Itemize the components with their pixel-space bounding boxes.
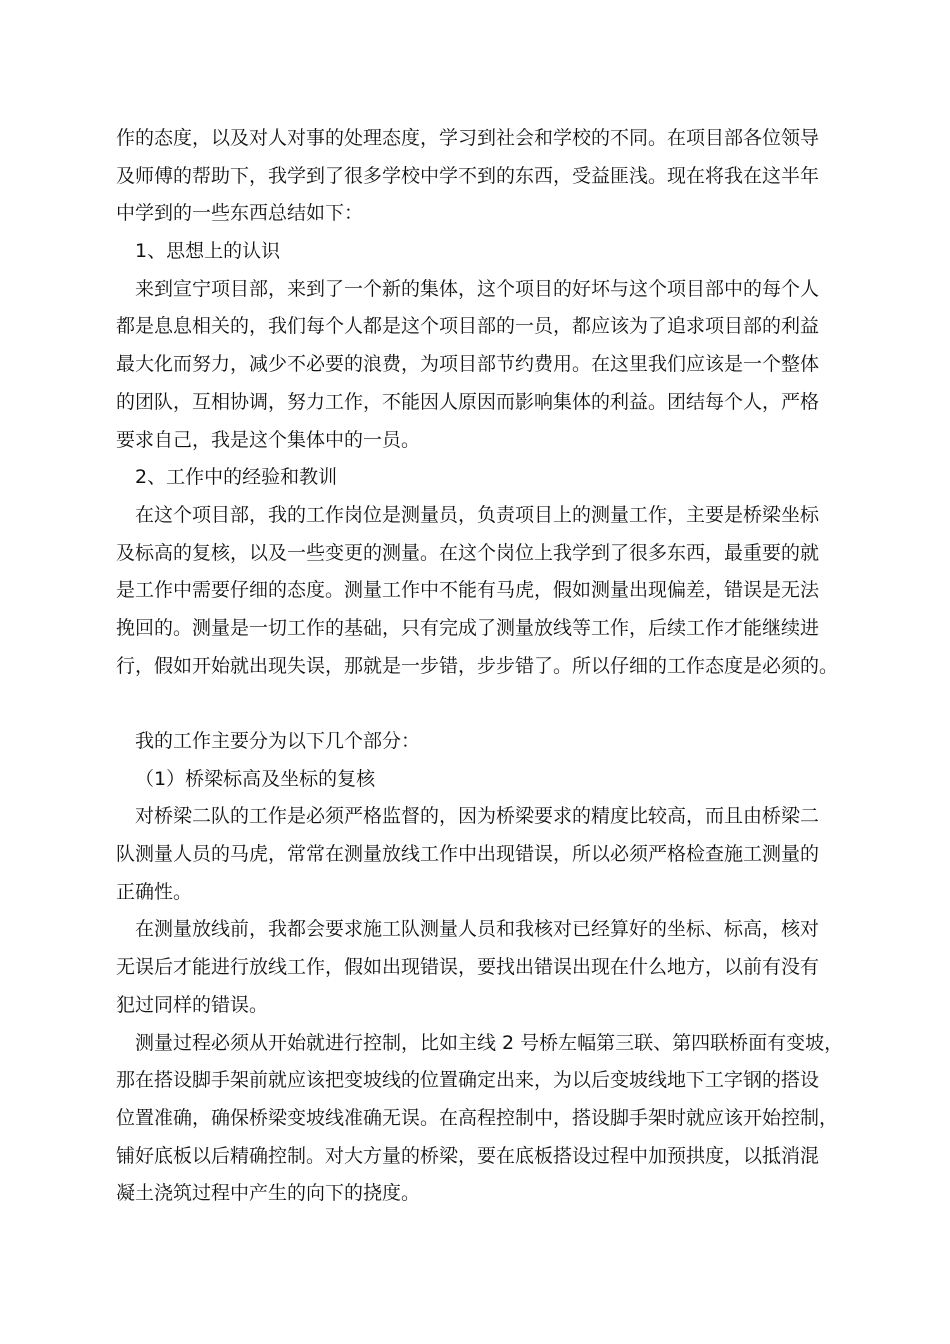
paragraph-line: 作的态度，以及对人对事的处理态度，学习到社会和学校的不同。在项目部各位领导 [116,127,820,149]
paragraph-line: 及标高的复核，以及一些变更的测量。在这个岗位上我学到了很多东西，最重要的就 [116,541,820,564]
paragraph-line: 来到宣宁项目部，来到了一个新的集体，这个项目的好坏与这个项目部中的每个人 [135,277,820,300]
paragraph-gap [116,685,840,723]
paragraph-line: 最大化而努力，减少不必要的浪费，为项目部节约费用。在这里我们应该是一个整体 [116,353,820,376]
paragraph-line: 挽回的。测量是一切工作的基础，只有完成了测量放线等工作，后续工作才能继续进 [116,616,820,639]
paragraph-line: 位置准确，确保桥梁变坡线准确无误。在高程控制中，搭设脚手架时就应该开始控制， [116,1106,839,1129]
paragraph-line: 要求自己，我是这个集体中的一员。 [116,428,421,451]
paragraph-line: 对桥梁二队的工作是必须严格监督的，因为桥梁要求的精度比较高，而且由桥梁二 [135,805,820,828]
paragraph-line: 在这个项目部，我的工作岗位是测量员，负责项目上的测量工作，主要是桥梁坐标 [135,503,820,526]
section-heading: 1、思想上的认识 [135,240,281,263]
paragraph-line: 铺好底板以后精确控制。对大方量的桥梁，要在底板搭设过程中加预拱度，以抵消混 [116,1144,820,1167]
paragraph-line: 无误后才能进行放线工作，假如出现错误，要找出错误出现在什么地方，以前有没有 [116,956,820,979]
paragraph-line: 凝土浇筑过程中产生的向下的挠度。 [116,1182,421,1205]
paragraph-line: 的团队，互相协调，努力工作，不能因人原因而影响集体的利益。团结每个人，严格 [116,390,820,413]
paragraph-line: 我的工作主要分为以下几个部分： [135,730,421,752]
paragraph-line: 正确性。 [116,880,193,903]
paragraph-line: 是工作中需要仔细的态度。测量工作中不能有马虎，假如测量出现偏差，错误是无法 [116,579,820,602]
document-body [116,120,844,1213]
paragraph-line: 犯过同样的错误。 [116,993,269,1016]
paragraph-line: 测量过程必须从开始就进行控制，比如主线 2 号桥左幅第三联、第四联桥面有变坡， [135,1031,844,1054]
paragraph-line: 及师傅的帮助下，我学到了很多学校中学不到的东西，受益匪浅。现在将我在这半年 [116,164,820,187]
paragraph-line: 队测量人员的马虎，常常在测量放线工作中出现错误，所以必须严格检查施工测量的 [116,843,820,866]
paragraph-line: 都是息息相关的，我们每个人都是这个项目部的一员，都应该为了追求项目部的利益 [116,315,820,338]
paragraph-line: 行，假如开始就出现失误，那就是一步错，步步错了。所以仔细的工作态度是必须的。 [116,654,839,677]
paragraph-line: 在测量放线前，我都会要求施工队测量人员和我核对已经算好的坐标、标高，核对 [135,918,820,941]
subsection-heading: （1）桥梁标高及坐标的复核 [135,767,376,790]
paragraph-line: 中学到的一些东西总结如下： [116,202,364,225]
paragraph-line: 那在搭设脚手架前就应该把变坡线的位置确定出来，为以后变坡线地下工字钢的搭设 [116,1069,820,1092]
section-heading: 2、工作中的经验和教训 [135,466,338,489]
